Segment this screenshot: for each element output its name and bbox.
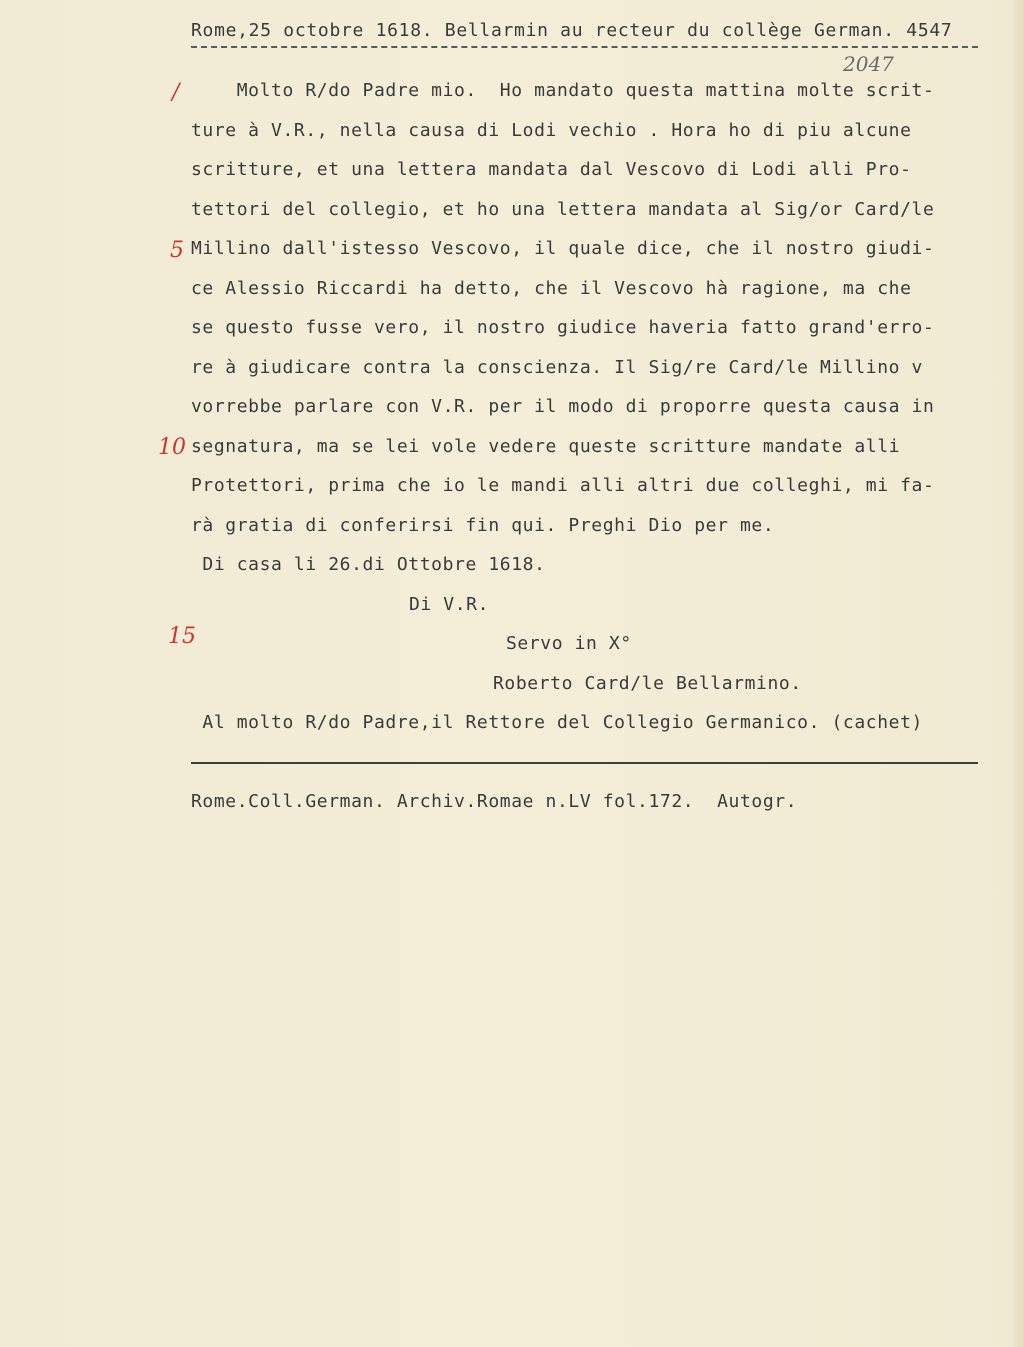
- closing-di-vr: Di V.R.: [409, 594, 490, 615]
- handwritten-folio-number: 2047: [843, 52, 894, 76]
- letter-line-12: rà gratia di conferirsi fin qui. Preghi Dio per me.: [191, 515, 775, 536]
- closing-servo: Servo in X°: [506, 633, 632, 654]
- source-reference: Rome.Coll.German. Archiv.Romae n.LV fol.172. Autogr.: [191, 791, 798, 812]
- letter-line-1: Molto R/do Padre mio. Ho mandato questa mattina molte scrit-: [191, 80, 935, 101]
- letter-line-3: scritture, et una lettera mandata dal Vescovo di Lodi alli Pro-: [191, 159, 912, 180]
- date-line: Di casa li 26.di Ottobre 1618.: [191, 554, 546, 575]
- margin-number-15: 15: [168, 624, 196, 649]
- letter-line-8: re à giudicare contra la conscienza. Il Sig/re Card/le Millino v: [191, 357, 923, 378]
- address-line: Al molto R/do Padre,il Rettore del Collegio Germanico. (cachet): [191, 712, 923, 733]
- letter-line-11: Protettori, prima che io le mandi alli altri due colleghi, mi fa-: [191, 475, 935, 496]
- margin-number-5: 5: [170, 238, 184, 263]
- letter-line-9: vorrebbe parlare con V.R. per il modo di proporre questa causa in: [191, 396, 935, 417]
- letter-line-10: segnatura, ma se lei vole vedere queste scritture mandate alli: [191, 436, 901, 457]
- page-edge: [1012, 0, 1024, 1347]
- margin-number-10: 10: [158, 435, 186, 460]
- letter-line-2: ture à V.R., nella causa di Lodi vechio . Hora ho di piu alcune: [191, 120, 912, 141]
- margin-mark-1: /: [172, 80, 180, 105]
- letter-line-5: Millino dall'istesso Vescovo, il quale dice, che il nostro giudi-: [191, 238, 935, 259]
- header-dashed-rule: [191, 46, 978, 48]
- document-header: Rome,25 octobre 1618. Bellarmin au recteur du collège German. 4547: [191, 20, 953, 41]
- letter-line-7: se questo fusse vero, il nostro giudice haveria fatto grand'erro-: [191, 317, 935, 338]
- letter-line-6: ce Alessio Riccardi ha detto, che il Vescovo hà ragione, ma che: [191, 278, 912, 299]
- letter-line-4: tettori del collegio, et ho una lettera mandata al Sig/or Card/le: [191, 199, 935, 220]
- bottom-rule: [191, 762, 978, 764]
- signature: Roberto Card/le Bellarmino.: [493, 673, 802, 694]
